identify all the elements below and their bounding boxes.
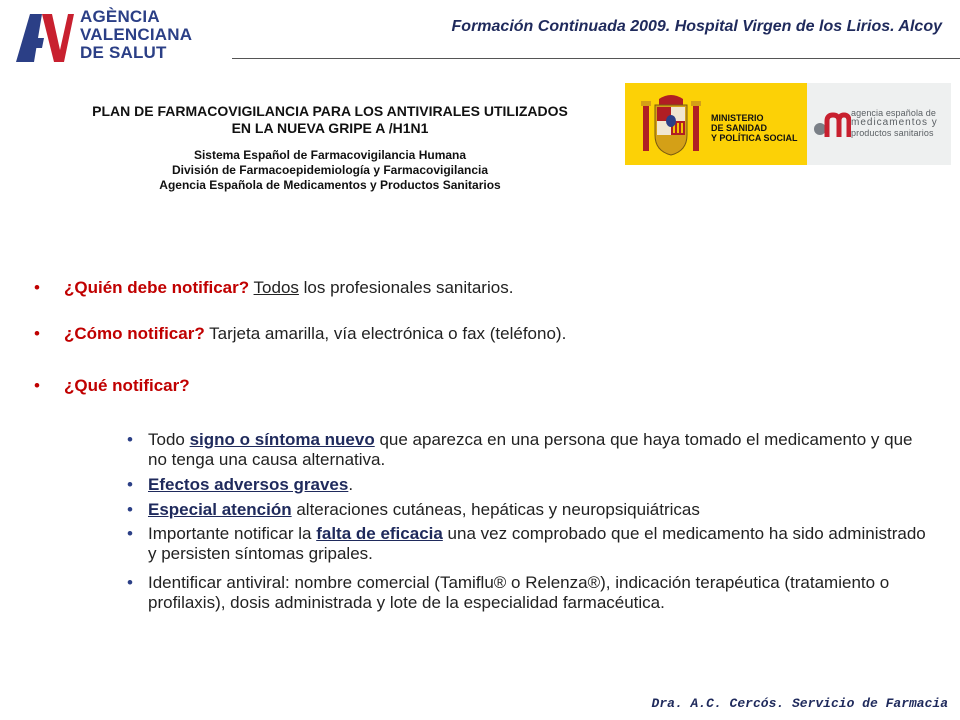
aemps-mark-icon xyxy=(813,111,851,139)
plan-title xyxy=(40,103,620,137)
subbullet-text xyxy=(148,475,927,495)
subbullet-marker: • xyxy=(127,524,133,543)
ministry-line-3: Y POLÍTICA SOCIAL xyxy=(711,133,798,143)
question-who: ¿Quién debe notificar? xyxy=(64,278,250,297)
plan-subtitle xyxy=(40,148,620,193)
plan-sub-line-3: Agencia Española de Medicamentos y Productos Sanitarios xyxy=(159,178,501,192)
text-part: alteraciones cutáneas, hepáticas y neuropsiquiátricas xyxy=(291,500,700,519)
logo-text xyxy=(80,8,192,62)
header-divider xyxy=(232,58,960,59)
highlight-new-symptom: signo o síntoma nuevo xyxy=(189,430,375,449)
question-how: ¿Cómo notificar? xyxy=(64,324,205,343)
highlight-lack-efficacy: falta de eficacia xyxy=(316,524,443,543)
subbullet-text xyxy=(148,430,927,470)
subbullet-marker: • xyxy=(127,573,133,592)
highlight-special-attention: Especial atención xyxy=(148,500,292,519)
ministry-line-1: MINISTERIO xyxy=(711,113,764,123)
aemps-logo xyxy=(807,83,951,165)
answer-how: Tarjeta amarilla, vía electrónica o fax (teléfono). xyxy=(204,324,567,343)
subbullet-marker: • xyxy=(127,500,133,519)
answer-who-underlined: Todos xyxy=(253,278,299,297)
logo-line-2: VALENCIANA xyxy=(80,25,193,44)
bullet-who xyxy=(34,278,513,298)
logo-line-3: DE SALUT xyxy=(80,43,167,62)
subbullet-lack-efficacy xyxy=(127,524,927,564)
plan-sub-line-2: División de Farmacoepidemiología y Farmacovigilancia xyxy=(171,163,489,177)
av-logo-icon xyxy=(14,10,74,64)
text-part: una vez comprobado que el medicamento ha sido administrado y persisten síntomas gripales. xyxy=(148,524,926,563)
text-part: Importante notificar la xyxy=(148,524,317,543)
plan-title-line-2: EN LA NUEVA GRIPE A /H1N1 xyxy=(231,120,429,136)
question-what: ¿Qué notificar? xyxy=(64,376,190,395)
agency-line-2: medicamentos y xyxy=(851,117,938,128)
logo-line-1: AGÈNCIA xyxy=(80,7,160,26)
text-part: . xyxy=(348,475,354,494)
subbullet-text: Identificar antiviral: nombre comercial (Tamiflu® o Relenza®), indicación terapéutica (tratamiento o profilaxis), dosis administrada y lote de la especialidad farmacéutica. xyxy=(148,573,890,612)
subbullet-new-symptom xyxy=(127,430,927,470)
answer-who-rest: los profesionales sanitarios. xyxy=(298,278,514,297)
subbullet-identify-antiviral xyxy=(127,573,927,613)
plan-title-line-1: PLAN DE FARMACOVIGILANCIA PARA LOS ANTIVIRALES UTILIZADOS xyxy=(92,103,568,119)
plan-heading xyxy=(40,103,620,193)
footer-credit: Dra. A.C. Cercós. Servicio de Farmacia xyxy=(651,696,948,711)
bullet-marker: • xyxy=(34,376,40,395)
agency-name xyxy=(851,108,938,138)
subbullet-text xyxy=(148,524,927,564)
header-title: Formación Continuada 2009. Hospital Virgen de los Lirios. Alcoy xyxy=(451,18,942,35)
bullet-marker: • xyxy=(34,278,40,297)
agencia-valenciana-logo xyxy=(14,8,204,70)
agency-line-3: productos sanitarios xyxy=(851,128,934,138)
text-part: Todo xyxy=(148,430,190,449)
bullet-what xyxy=(34,376,190,396)
agency-line-1: agencia española de xyxy=(851,108,936,118)
subbullet-marker: • xyxy=(127,475,133,494)
ministry-name xyxy=(711,113,798,143)
subbullet-marker: • xyxy=(127,430,133,449)
subbullet-special-attention xyxy=(127,500,927,520)
ministerio-logo xyxy=(625,83,807,165)
subbullet-serious-effects xyxy=(127,475,927,495)
subbullet-text xyxy=(148,500,927,520)
plan-sub-line-1: Sistema Español de Farmacovigilancia Humana xyxy=(193,148,467,162)
text-part: que aparezca en una persona que haya tomado el medicamento y que no tenga una causa alternativa. xyxy=(148,430,913,469)
bullet-marker: • xyxy=(34,324,40,343)
coat-of-arms-icon xyxy=(639,91,703,159)
ministry-line-2: DE SANIDAD xyxy=(711,123,768,133)
bullet-how xyxy=(34,324,566,344)
highlight-serious-effects: Efectos adversos graves xyxy=(148,475,349,494)
